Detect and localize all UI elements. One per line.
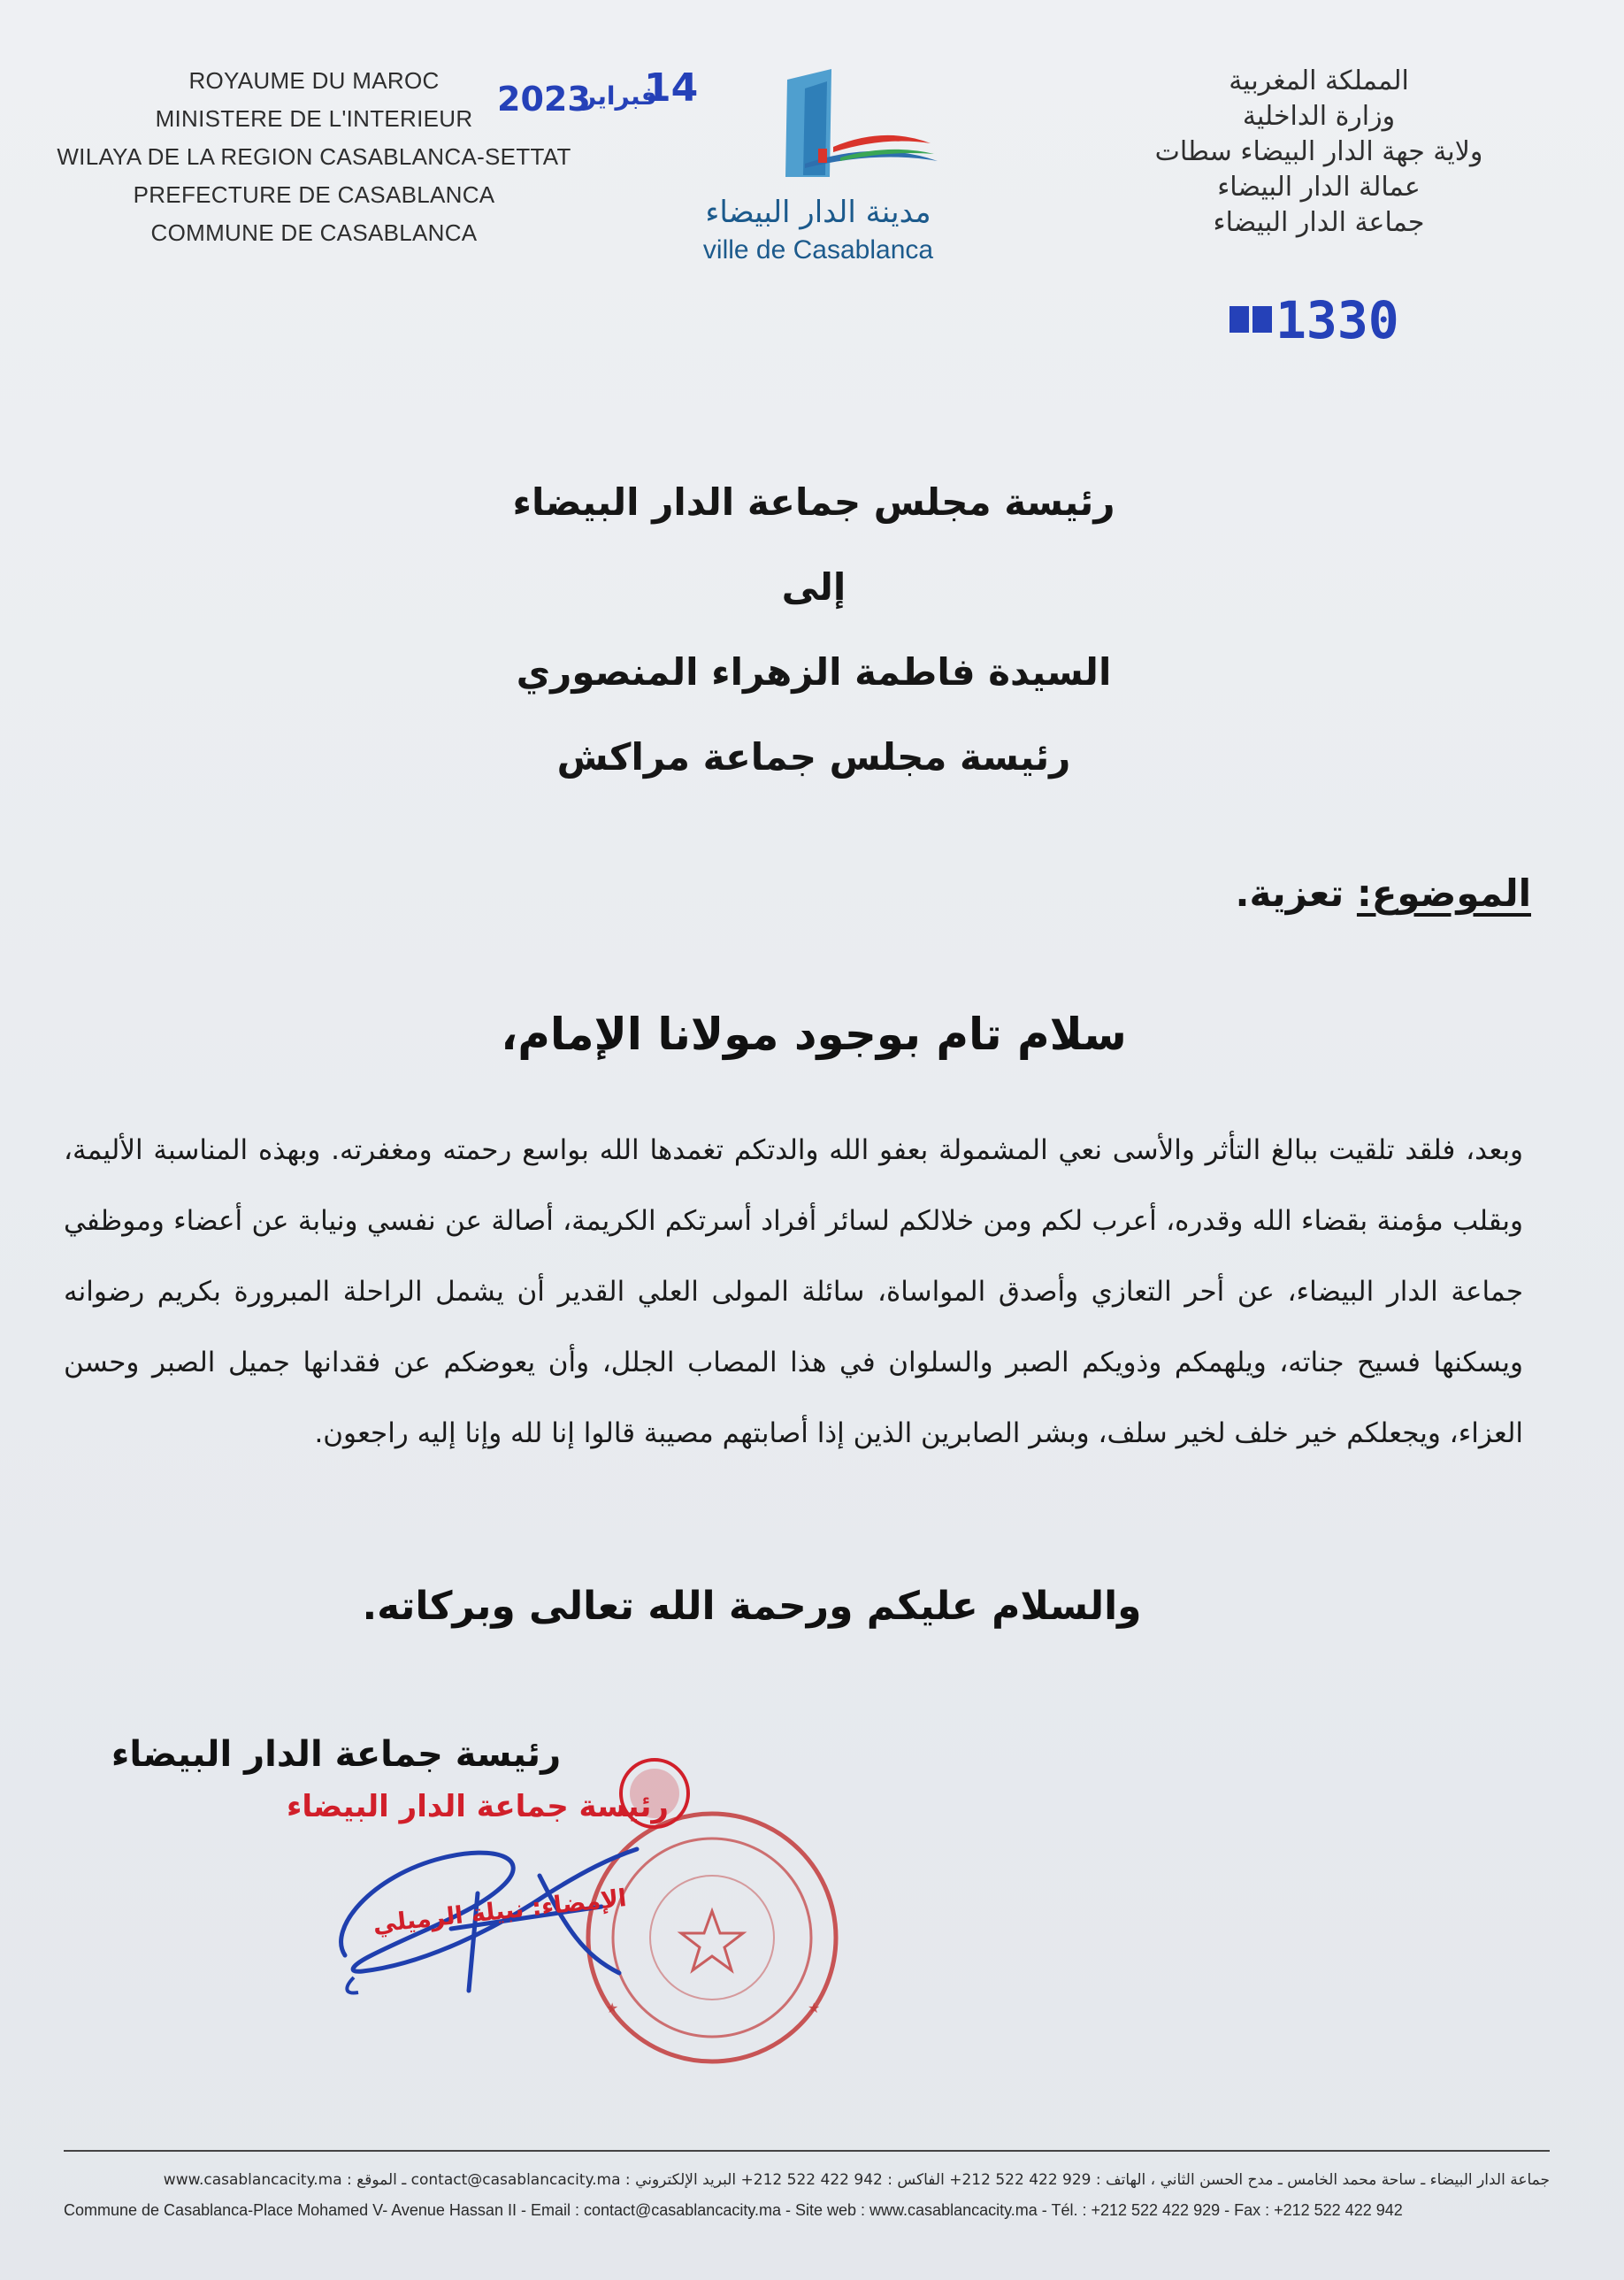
red-title-stamp: رئيسة جماعة الدار البيضاء <box>287 1789 669 1824</box>
svg-text:★: ★ <box>606 2000 619 2016</box>
signer-title: رئيسة جماعة الدار البيضاء <box>111 1734 562 1775</box>
subject-label: الموضوع: <box>1356 871 1531 915</box>
recipient-name: السيدة فاطمة الزهراء المنصوري <box>516 650 1112 694</box>
letter-body: وبعد، فلقد تلقيت ببالغ التأثر والأسى نعي المشمولة بعفو الله والدتكم تغمدها الله بواسع رحمته ومغفرته. وبهذه المناسبة الأليمة، وبقلب مؤمنة بقضاء الله وقدره، أعرب لكم ومن خلالكم لسائر أفراد أسرتكم الكريمة، أصالة عن نفسي ونيابة عن أعضاء وموظفي جماعة الدار البيضاء، عن أحر التعازي وأصدق المواساة، سائلة المولى العلي القدير أن يشمل الراحلة المبرورة بكريم رضوانه ويسكنها فسيح جناته، ويلهمكم وذويكم الصبر والسلوان في هذا المصاب الجلل، وأن يعوضكم عن فقدانها جميل الصبر وحسن العزاء، ويجعلكم خير خلف لخير سلف، وبشر الصابرين الذين إذا أصابتهم مصيبة قالوا إنا لله وإنا إليه راجعون. <box>64 1134 1523 1449</box>
header-fr-line: PREFECTURE DE CASABLANCA <box>133 181 495 208</box>
header-fr-line: MINISTERE DE L'INTERIEUR <box>155 105 473 132</box>
stamp-block-mark <box>1229 306 1249 333</box>
header-ar-line: عمالة الدار البيضاء <box>1217 172 1421 203</box>
recipient-title: رئيسة مجلس جماعة مراكش <box>556 735 1071 779</box>
header-fr-line: ROYAUME DU MAROC <box>188 67 440 94</box>
svg-text:★: ★ <box>808 2000 821 2016</box>
header-fr-line: COMMUNE DE CASABLANCA <box>150 219 478 246</box>
header-arabic <box>1089 64 1549 241</box>
footer-french: Commune de Casablanca-Place Mohamed V- Avenue Hassan II - Email : contact@casablancacity.ma - Site web : www.casablancacity.ma - Tél. : +212 522 422 929 - Fax : +212 522 422 942 <box>64 2201 1403 2219</box>
casablanca-logo <box>672 62 964 274</box>
subject-value: تعزية. <box>1235 871 1344 915</box>
footer-divider <box>64 2150 1550 2152</box>
header-ar-line: وزارة الداخلية <box>1242 101 1396 132</box>
footer-arabic: جماعة الدار البيضاء ـ ساحة محمد الخامس ـ مدح الحسن الثاني ، الهاتف : 929 422 522 212+ الفاكس : 942 422 522 212+ البريد الإلكتروني : contact@casablancacity.ma ـ الموقع : www.casablancacity.ma <box>163 2171 1550 2189</box>
date-year: 2023 <box>497 80 591 119</box>
reference-number-stamp <box>1229 290 1459 352</box>
header-ar-line: ولاية جهة الدار البيضاء سطات <box>1154 136 1483 167</box>
logo-arabic: مدينة الدار البيضاء <box>705 195 931 230</box>
reference-number: 1330 <box>1275 290 1399 350</box>
date-month: فبراير <box>582 81 657 111</box>
casablanca-logo-icon <box>672 62 964 195</box>
red-signature-name: الإمضاء: نبيلة الرميلي <box>372 1885 628 1938</box>
to-word: إلى <box>781 565 846 609</box>
logo-french: ville de Casablanca <box>702 235 934 265</box>
salutation: سلام تام بوجود مولانا الإمام، <box>501 1009 1127 1060</box>
header-ar-line: المملكة المغربية <box>1229 65 1409 96</box>
header-ar-line: جماعة الدار البيضاء <box>1213 207 1425 238</box>
address-block <box>265 460 1362 800</box>
header-fr-line: WILAYA DE LA REGION CASABLANCA-SETTAT <box>57 143 571 170</box>
stamp-block-mark <box>1252 306 1272 333</box>
subject-line <box>1236 871 1532 915</box>
closing-formula: والسلام عليكم ورحمة الله تعالى وبركاته. <box>362 1584 1142 1629</box>
date-day: 14 <box>644 65 699 111</box>
sender-title: رئيسة مجلس جماعة الدار البيضاء <box>512 480 1115 524</box>
